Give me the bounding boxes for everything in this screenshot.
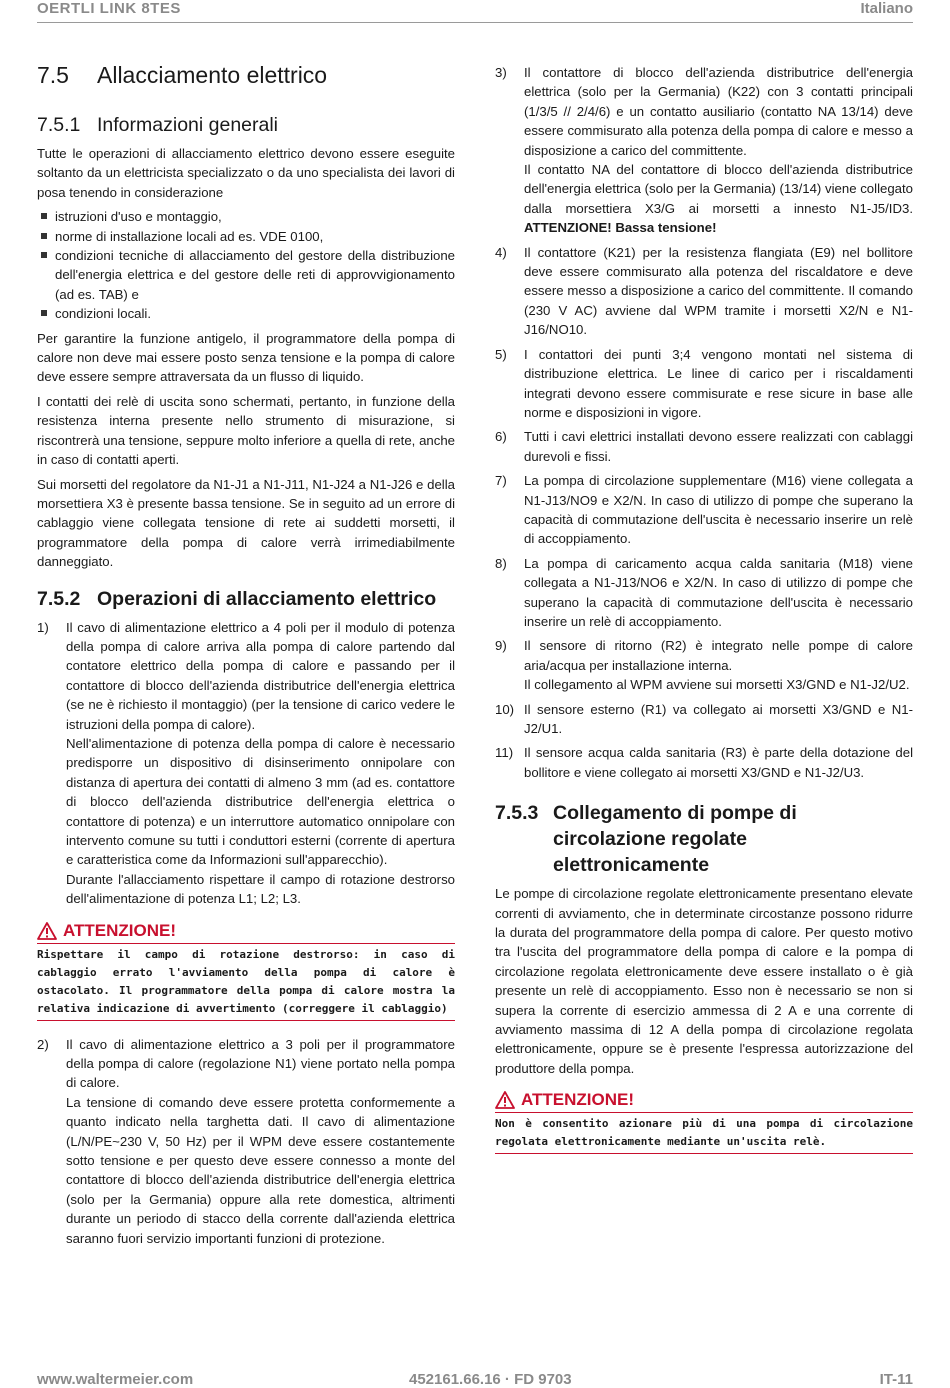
warning-rule	[495, 1112, 913, 1113]
warning-box	[495, 1090, 913, 1154]
list-item: 10) Il sensore esterno (R1) va collegato ai morsetti X3/GND e N1-J2/U1.	[495, 701, 913, 736]
warning-box	[37, 921, 455, 1021]
warning-rule	[37, 943, 455, 944]
section-7-5-2-heading: 7.5.2 Operazioni di allacciamento elettrico	[37, 587, 437, 610]
product-title: OERTLI LINK 8TES	[37, 0, 181, 17]
list-item: norme di installazione locali ad es. VDE 0100,	[37, 227, 455, 246]
warning-text: Non è consentito azionare più di una pompa di circolazione regolata elettronicamente mediante un'uscita relè.	[495, 1117, 913, 1149]
paragraph: Per garantire la funzione antigelo, il programmatore della pompa di calore non deve mai essere posto senza tensione e la pompa di calore deve essere sempre attraversata da un flusso di liquido.	[37, 330, 455, 385]
list-item: istruzioni d'uso e montaggio,	[37, 207, 455, 226]
page-number: IT-11	[879, 1371, 913, 1388]
section-7-5-1-heading: 7.5.1 Informazioni generali	[37, 114, 279, 136]
warning-triangle-icon	[495, 1091, 515, 1109]
paragraph: Sui morsetti del regolatore da N1-J1 a N1-J11, N1-J24 a N1-J26 e della morsettiera X3 è presente bassa tensione. Se in seguito ad un errore di cablaggio viene collegata tensione di rete ai suddetti morsetti, il programmatore della pompa di calore verrà irrimediabilmente danneggiato.	[37, 476, 455, 570]
header-rule	[37, 22, 913, 23]
warning-rule	[37, 1020, 455, 1021]
list-item: 4) Il contattore (K21) per la resistenza flangiata (E9) nel bollitore deve essere commisurato alla potenza del riscaldatore e deve essere messo a disposizione a carico del committente. Il comando (230 V AC) avviene dal WPM tramite i morsetti X2/N e N1-J16/NO10.	[495, 244, 913, 338]
list-item: condizioni locali.	[37, 304, 455, 323]
language-label: Italiano	[860, 0, 913, 17]
paragraph: I contatti dei relè di uscita sono schermati, pertanto, in funzione della resistenza interna presente nello strumento di misurazione, si riscontrerà una tensione, seppure molto inferiore a quella di rete, anche in caso di contatti aperti.	[37, 393, 455, 468]
warning-heading: ATTENZIONE!	[495, 1090, 913, 1110]
list-item: 1) Il cavo di alimentazione elettrico a 4 poli per il modulo di potenza della pompa di calore arriva alla pompa di calore partendo dal contatore elettrico della pompa di calore e passando per il contattore di blocco dell'azienda distributrice dell'energia elettrica (se ne è richiesto il montaggio) (per la tensione di carico vedere le istruzioni della pompa di calore). Nell'alimentazione di potenza della pompa di calore è necessario predisporre un dispositivo di disinserimento onnipolare con distanza di apertura dei contatti di almeno 3 mm (ad es. contattore di blocco dell'azienda distributrice dell'energia elettrica o contattore di potenza) e un interruttore automatico onnipolare con intervento comune su tutti i conduttori esterni (corrente di apertura e caratteristica come da Informazioni sull'apparecchio). Durante l'allacciamento rispettare il campo di rotazione destrorso dell'alimentazione di potenza L1; L2; L3.	[37, 619, 455, 907]
list-item: 7) La pompa di circolazione supplementare (M16) viene collegata a N1-J13/NO9 e X2/N. In caso di utilizzo di pompe che superano la capacità di commutazione dell'uscita è necessario inserire un relè di accoppiamento.	[495, 473, 913, 547]
list-item: 11) Il sensore acqua calda sanitaria (R3) è parte della dotazione del bollitore e viene collegato ai morsetti X3/GND e N1-J2/U3.	[495, 745, 913, 780]
warning-text: Rispettare il campo di rotazione destrorso: in caso di cablaggio errato l'avviamento della pompa di calore è ostacolato. Il programmatore della pompa di calore mostra la relativa indicazione di avvertimento (correggere il cablaggio)	[37, 947, 455, 1015]
website-link[interactable]: www.waltermeier.com	[37, 1371, 194, 1388]
bullet-list	[37, 207, 455, 323]
left-column	[37, 60, 455, 1253]
list-item: 9) Il sensore di ritorno (R2) è integrato nelle pompe di calore aria/acqua per installazione interna. Il collegamento al WPM avviene sui morsetti X3/GND e N1-J2/U2.	[495, 638, 913, 693]
paragraph: Tutte le operazioni di allacciamento elettrico devono essere eseguite soltanto da un elettricista specializzato o da uno specialista dei lavori di posa tenendo in considerazione	[37, 146, 455, 200]
page-header	[0, 0, 950, 22]
warning-triangle-icon	[37, 922, 57, 940]
list-item: 6) Tutti i cavi elettrici installati devono essere realizzati con cablaggi durevoli e fissi.	[495, 429, 913, 464]
warning-rule	[495, 1153, 913, 1154]
paragraph: Le pompe di circolazione regolate elettronicamente presentano elevate correnti di avviamento, che in determinate circostanze possono ridurre la durata del programmatore della pompa di calore. Per questo motivo tra l'uscita del programmatore della pompa di calore e la pompa di circolazione regolata elettronicamente deve essere installato o è già presente un relè di accoppiamento. Esso non è necessario se non si supera la corrente di esercizio ammessa di 2 A e una corrente di avviamento massima di 12 A della pompa di circolazione regolata elettronicamente, oppure se è presente l'espressa autorizzazione del produttore della pompa.	[495, 886, 913, 1076]
list-item: 8) La pompa di caricamento acqua calda sanitaria (M18) viene collegata a N1-J13/NO6 e X2/N. In caso di utilizzo di pompe che superano la capacità di commutazione dell'uscita è necessario inserire un relè di accoppiamento.	[495, 555, 913, 629]
section-7-5-3-heading: 7.5.3 Collegamento di pompe di circolazione regolate elettronicamente	[495, 802, 797, 877]
numbered-list	[495, 63, 913, 782]
numbered-list	[37, 618, 455, 909]
list-item: condizioni tecniche di allacciamento del gestore della distribuzione dell'energia elettrica e del gestore delle reti di approvvigionamento (ad es. TAB) e	[37, 246, 455, 304]
right-column	[495, 63, 913, 1168]
section-7-5-heading: 7.5 Allacciamento elettrico	[37, 62, 328, 88]
list-item: 2) Il cavo di alimentazione elettrico a 3 poli per il programmatore della pompa di calore (regolazione N1) viene portato nella pompa di calore. La tensione di comando deve essere protetta conformemente a quanto indicato nella targhetta dati. Il cavo di alimentazione (L/N/PE~230 V, 50 Hz) per il WPM deve essere costantemente sotto tensione e per questo deve essere connesso a monte del contattore di blocco dell'azienda distributrice dell'energia elettrica (solo per la Germania) oppure alla rete domestica, altrimenti durante un periodo di stacco della corrente dall'azienda elettrica saranno fuori servizio importanti funzioni di protezione.	[37, 1036, 455, 1246]
list-item: 5) I contattori dei punti 3;4 vengono montati nel sistema di distribuzione elettrica. Le linee di carico per i riscaldamenti integrati devono essere commisurate e rese sicure in base alle norme e disposizioni in vigore.	[495, 346, 913, 420]
numbered-list	[37, 1035, 455, 1248]
warning-heading: ATTENZIONE!	[37, 921, 455, 941]
list-item: 3) Il contattore di blocco dell'azienda distributrice dell'energia elettrica (solo per la Germania) (K22) con 3 contatti principali (1/3/5 // 2/4/6) e un contatto ausiliario (contatto NA 13/14) deve essere commisurato alla potenza della pompa di calore e messo a disposizione a carico del committente. Il contatto NA del contattore di blocco dell'azienda distributrice dell'energia elettrica (solo per la Germania) (13/14) viene collegato dalla morsettiera X3/G ai morsetti a innesto N1-J5/ID3. ATTENZIONE! Bassa tensione!	[495, 65, 913, 236]
document-number: 452161.66.16 · FD 9703	[409, 1371, 572, 1388]
